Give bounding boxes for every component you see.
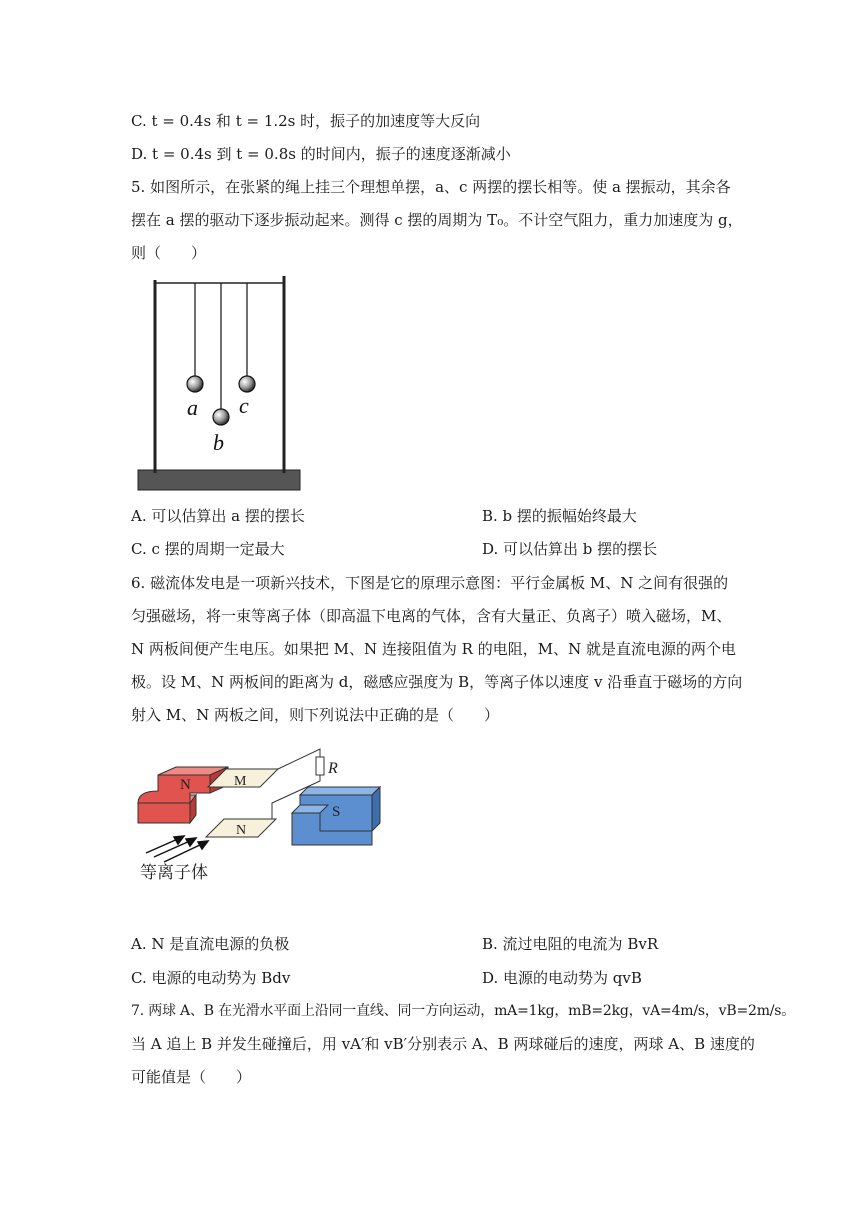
q5-option-d: D. 可以估算出 b 摆的摆长 [482,540,658,558]
q4-option-c: C. t = 0.4s 和 t = 1.2s 时，振子的加速度等大反向 [131,112,481,130]
resistor-label: R [328,760,338,777]
label-a: a [187,395,198,420]
q5-stem-line3: 则（ ） [131,244,207,262]
plate-n-label: N [236,823,247,838]
mhd-generator-figure [132,745,388,895]
q5-option-c: C. c 摆的周期一定最大 [131,540,285,558]
q5-stem-line1: 5. 如图所示，在张紧的绳上挂三个理想单摆，a、c 两摆的摆长相等。使 a 摆振动，其余各 [131,178,731,196]
resistor [316,757,324,775]
q7-stem-line2: 当 A 追上 B 并发生碰撞后，用 vA′和 vB′分别表示 A、B 两球碰后的速度，两球 A、B 速度的 [131,1035,755,1053]
q7-stem-line1: 7. 两球 A、B 在光滑水平面上沿同一直线、同一方向运动，mA=1kg，mB=2kg，vA=4m/s，vB=2m/s。 [131,1003,796,1019]
q6-option-b: B. 流过电阻的电流为 BvR [482,935,659,953]
q6-stem-line5: 射入 M、N 两板之间，则下列说法中正确的是（ ） [131,706,500,724]
q6-stem-line4: 极。设 M、N 两板间的距离为 d，磁感应强度为 B，等离子体以速度 v 沿垂直于磁场的方向 [131,673,743,691]
label-b: b [213,430,224,455]
q6-option-c: C. 电源的电动势为 Bdv [131,969,291,987]
label-c: c [239,393,249,418]
q7-stem-line3: 可能值是（ ） [131,1068,252,1086]
s-magnet-label: S [332,804,341,820]
plate-m-label: M [234,774,247,789]
q6-stem-line3: N 两板间便产生电压。如果把 M、N 连接阻值为 R 的电阻，M、N 就是直流电源的两个电 [131,640,736,658]
q6-option-a: A. N 是直流电源的负极 [131,935,290,953]
q6-stem-line2: 匀强磁场，将一束等离子体（即高温下电离的气体，含有大量正、负离子）喷入磁场，M、 [131,607,732,625]
s-magnet [292,787,380,845]
q6-stem-line1: 6. 磁流体发电是一项新兴技术，下图是它的原理示意图：平行金属板 M、N 之间有很强的 [131,574,729,592]
bob-c [239,376,255,392]
stand-base [138,470,300,490]
q5-option-b: B. b 摆的振幅始终最大 [482,507,637,525]
q4-option-d: D. t = 0.4s 到 t = 0.8s 的时间内，振子的速度逐渐减小 [131,145,511,163]
q6-option-d: D. 电源的电动势为 qvB [482,969,642,987]
plasma-arrows [146,836,208,862]
bob-b [213,409,229,425]
pendulum-figure [132,270,304,496]
q5-stem-line2: 摆在 a 摆的驱动下逐步振动起来。测得 c 摆的周期为 T₀。不计空气阻力，重力加速度为 g， [131,211,743,229]
n-magnet [138,767,228,823]
plasma-label: 等离子体 [140,863,208,883]
bob-a [187,376,203,392]
q5-option-a: A. 可以估算出 a 摆的摆长 [131,507,305,525]
wire-top [278,749,320,769]
n-magnet-label: N [180,777,191,793]
